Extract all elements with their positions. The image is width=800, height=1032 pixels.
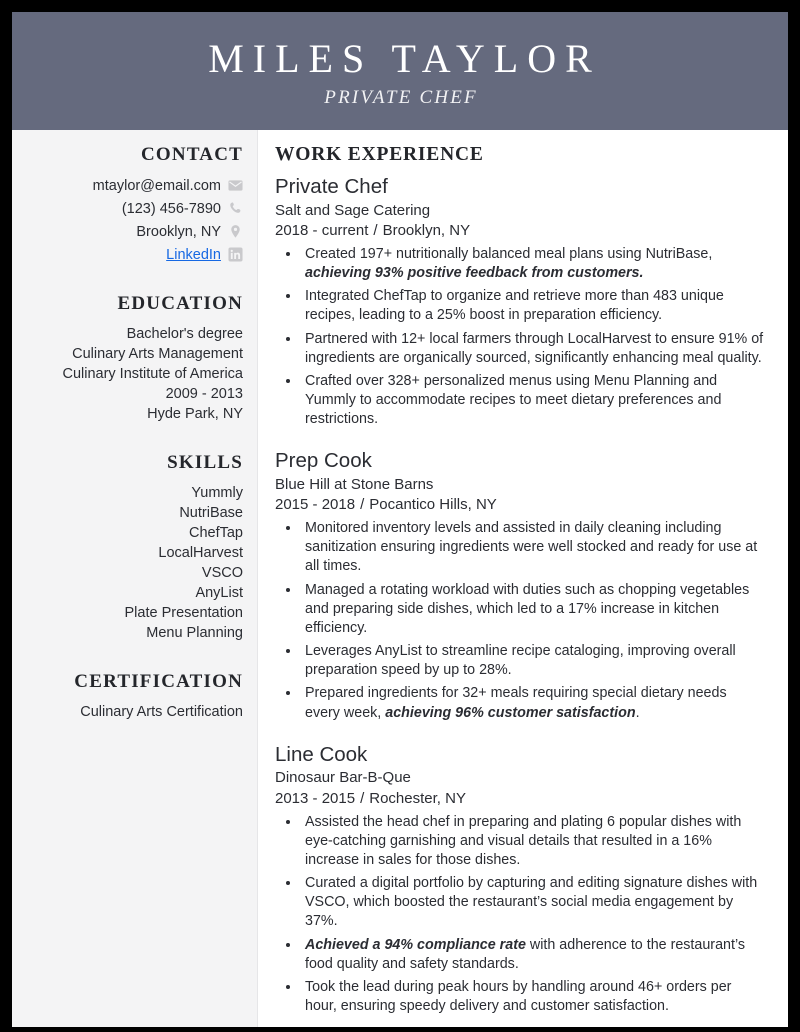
job-dates: 2015 - 2018 [275, 496, 356, 514]
bullet-text: Leverages AnyList to streamline recipe cataloging, improving overall preparation speed by up to 28%. [305, 643, 736, 679]
list-item: Culinary Arts Certification [80, 704, 243, 720]
contact-item-linkedin[interactable] [22, 244, 243, 265]
education-location: Hyde Park, NY [147, 406, 243, 422]
bullet-text: Monitored inventory levels and assisted in daily cleaning including sanitization ensuring ingredients were well stocked and ready for use at all times. [305, 520, 758, 575]
education-school: Culinary Institute of America [62, 366, 243, 382]
job-location: Rochester, NY [369, 789, 466, 807]
job-bullet [301, 519, 764, 576]
bullet-text: Took the lead during peak hours by handling around 46+ orders per hour, ensuring speedy delivery and customer satisfaction. [305, 978, 732, 1014]
contact-item-email [22, 175, 243, 196]
contact-list [22, 175, 243, 265]
bullet-text: Integrated ChefTap to organize and retrieve more than 483 unique recipes, leading to a 25% boost in preparation efficiency. [305, 288, 724, 324]
main-column [258, 130, 788, 1027]
job-bullet [301, 372, 764, 429]
certification-list [22, 702, 243, 722]
contact-heading: CONTACT [141, 144, 243, 165]
job-bullet [301, 684, 764, 722]
job-location: Pocantico Hills, NY [369, 496, 497, 514]
job-bullet [301, 874, 764, 931]
certification-heading: CERTIFICATION [74, 671, 243, 692]
list-item: AnyList [195, 585, 243, 601]
list-item: NutriBase [179, 505, 243, 521]
contact-location-text: Brooklyn, NY [136, 223, 221, 240]
education-dates: 2009 - 2013 [165, 386, 243, 402]
job-bullet [301, 330, 764, 368]
contact-phone-text: (123) 456-7890 [121, 200, 221, 217]
job-company: Dinosaur Bar-B-Que [275, 769, 411, 787]
work-experience-heading: WORK EXPERIENCE [275, 144, 484, 165]
job-bullet [301, 978, 764, 1016]
list-item: ChefTap [188, 525, 243, 541]
phone-icon [228, 201, 243, 216]
bullet-text: Curated a digital portfolio by capturing and editing signature dishes with VSCO, which boosted the restaurant’s social media engagement by 37%. [305, 875, 758, 930]
job-title: Private Chef [275, 175, 388, 198]
job-bullet [301, 287, 764, 325]
list-item: Yummly [191, 485, 243, 501]
list-item: Menu Planning [146, 625, 243, 641]
resume-body [12, 130, 788, 1027]
job-meta-separator: / [360, 789, 365, 807]
contact-item-phone [22, 198, 243, 219]
bullet-text: Crafted over 328+ personalized menus using Menu Planning and Yummly to accommodate recipes to meet dietary preferences and restrictions. [305, 372, 722, 428]
education-entry [22, 324, 243, 424]
job-meta-separator: / [373, 222, 378, 240]
job-bullet [301, 813, 764, 870]
resume-header [12, 12, 788, 130]
job-bullet-list [275, 245, 764, 429]
bullet-text: with adherence to the restaurant’s food quality and safety standards. [305, 936, 746, 972]
resume-page [12, 12, 788, 1027]
skills-list [22, 483, 243, 643]
work-experience-list [275, 174, 764, 1016]
job-bullet [301, 936, 764, 974]
bullet-emphasis: achieving 96% customer satisfaction [385, 704, 636, 721]
sidebar [12, 130, 258, 1027]
list-item: VSCO [201, 565, 243, 581]
bullet-text: Created 197+ nutritionally balanced meal plans using NutriBase, [305, 245, 713, 262]
job-bullet-list [275, 813, 764, 1017]
job-dates: 2013 - 2015 [275, 789, 356, 807]
bullet-text: Prepared ingredients for 32+ meals requiring special dietary needs every week, [305, 685, 727, 721]
job-bullet [301, 581, 764, 638]
candidate-name: MILES TAYLOR [208, 36, 601, 81]
bullet-emphasis: Achieved a 94% compliance rate [305, 936, 526, 953]
education-field: Culinary Arts Management [72, 346, 243, 362]
location-pin-icon [228, 224, 243, 239]
job-bullet-list [275, 519, 764, 723]
bullet-text: Assisted the head chef in preparing and plating 6 popular dishes with eye-catching garnishing and visual details that resulted in a 16% increase in sales for those dishes. [305, 813, 742, 868]
job-title: Prep Cook [275, 449, 372, 473]
bullet-text: . [635, 704, 640, 721]
job-bullet [301, 245, 764, 283]
job-meta [275, 220, 764, 242]
education-degree: Bachelor's degree [126, 326, 243, 342]
contact-item-location [22, 221, 243, 242]
job-meta [275, 494, 764, 516]
job-meta [275, 788, 764, 810]
job-company: Salt and Sage Catering [275, 201, 431, 219]
contact-email-text: mtaylor@email.com [92, 177, 221, 194]
linkedin-icon[interactable] [228, 247, 243, 262]
list-item: Plate Presentation [124, 605, 243, 621]
job-meta-separator: / [360, 496, 365, 514]
bullet-text: Partnered with 12+ local farmers through LocalHarvest to ensure 91% of ingredients are organically sourced, significantly enhancing meal quality. [305, 330, 764, 366]
job-entry [275, 448, 764, 722]
job-company: Blue Hill at Stone Barns [275, 475, 434, 493]
bullet-text: Managed a rotating workload with duties such as chopping vegetables and preparing side dishes, which led to a 17% increase in kitchen efficiency. [305, 581, 750, 636]
job-entry [275, 174, 764, 429]
email-icon [228, 178, 243, 193]
job-location: Brooklyn, NY [382, 222, 471, 240]
job-dates: 2018 - current [275, 222, 369, 240]
education-heading: EDUCATION [117, 293, 243, 314]
contact-linkedin-link[interactable]: LinkedIn [166, 246, 221, 263]
candidate-job-title: PRIVATE CHEF [324, 87, 478, 108]
job-title: Line Cook [275, 742, 368, 766]
job-entry [275, 742, 764, 1016]
job-bullet [301, 642, 764, 680]
skills-heading: SKILLS [167, 452, 243, 473]
list-item: LocalHarvest [158, 545, 243, 561]
bullet-emphasis: achieving 93% positive feedback from customers. [305, 265, 644, 282]
